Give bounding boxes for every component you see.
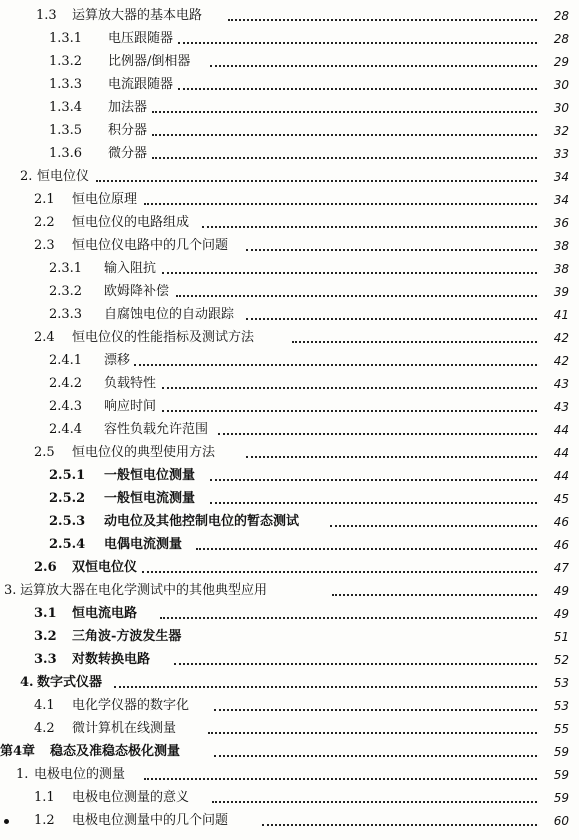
entry-number: 1.3.5 [49, 123, 83, 138]
toc-entry [0, 557, 579, 579]
toc-entry [0, 649, 579, 671]
page-number: 49 [553, 584, 569, 598]
toc-entry [0, 304, 579, 326]
entry-title: 电偶电流测量 [104, 537, 183, 552]
dot-leader [330, 525, 537, 527]
dot-leader [178, 42, 537, 44]
toc-entry [0, 626, 579, 648]
dot-leader [246, 249, 537, 251]
entry-title: 加法器 [108, 100, 148, 115]
dot-leader [214, 755, 537, 757]
entry-title: 恒电位仪电路中的几个问题 [72, 238, 229, 253]
entry-title: 比例器/倒相器 [108, 54, 191, 69]
entry-number: 2.5.1 [49, 468, 86, 483]
entry-title: 输入阻抗 [104, 261, 157, 276]
page-number: 44 [553, 423, 569, 437]
page-number: 59 [553, 768, 569, 782]
page-number: 28 [553, 32, 569, 46]
toc-entry [0, 741, 579, 763]
entry-number: 1.3.4 [49, 100, 83, 115]
entry-number: 2.3.1 [49, 261, 83, 276]
toc-entry [0, 419, 579, 441]
toc-entry [0, 350, 579, 372]
page-number: 43 [553, 400, 569, 414]
entry-number: 2.1 [34, 192, 55, 207]
entry-number: 2.5.2 [49, 491, 86, 506]
entry-number: 1.3.6 [49, 146, 83, 161]
entry-title: 电流跟随器 [108, 77, 174, 92]
page-number: 39 [553, 285, 569, 299]
entry-number: 2.3.2 [49, 284, 83, 299]
toc-entry [0, 166, 579, 188]
entry-number: 2.5.4 [49, 537, 86, 552]
entry-number: 2.4.2 [49, 376, 83, 391]
page-number: 53 [553, 676, 569, 690]
dot-leader [246, 318, 537, 320]
entry-number: 4.1 [34, 698, 55, 713]
page-number: 49 [553, 607, 569, 621]
page-number: 34 [553, 193, 569, 207]
page-number: 59 [553, 791, 569, 805]
page-number: 42 [553, 331, 569, 345]
dot-leader [246, 456, 537, 458]
entry-title: 恒电位仪 [37, 169, 90, 184]
toc-entry [0, 672, 579, 694]
page-number: 43 [553, 377, 569, 391]
dot-leader [208, 732, 537, 734]
dot-leader [332, 594, 537, 596]
entry-number: 2.4.3 [49, 399, 83, 414]
entry-title: 一般恒电流测量 [104, 491, 196, 506]
page-number: 34 [553, 170, 569, 184]
dot-leader [96, 180, 537, 182]
entry-title: 电压跟随器 [108, 31, 174, 46]
margin-dot [4, 819, 9, 824]
toc-entry [0, 718, 579, 740]
toc-entry [0, 189, 579, 211]
page-number: 44 [553, 446, 569, 460]
page-number: 53 [553, 699, 569, 713]
entry-number: 1.3 [36, 8, 57, 23]
dot-leader [162, 410, 537, 412]
toc-entry [0, 28, 579, 50]
entry-title: 电极电位测量中的几个问题 [72, 813, 229, 828]
entry-title: 微计算机在线测量 [72, 721, 177, 736]
page-number: 60 [553, 814, 569, 828]
dot-leader [114, 686, 537, 688]
dot-leader [144, 778, 537, 780]
toc-entry [0, 97, 579, 119]
entry-title: 漂移 [104, 353, 131, 368]
dot-leader [142, 571, 537, 573]
dot-leader [202, 226, 537, 228]
dot-leader [178, 88, 537, 90]
entry-number: 1.3.1 [49, 31, 83, 46]
dot-leader [174, 663, 537, 665]
entry-title: 自腐蚀电位的自动跟踪 [104, 307, 235, 322]
page-number: 36 [553, 216, 569, 230]
toc-entry [0, 442, 579, 464]
entry-title: 欧姆降补偿 [104, 284, 170, 299]
dot-leader [152, 111, 537, 113]
entry-number: 1. [16, 767, 29, 782]
entry-number: 4. [20, 675, 34, 690]
entry-title: 恒电流电路 [72, 606, 138, 621]
dot-leader [144, 203, 537, 205]
page-number: 32 [553, 124, 569, 138]
entry-title: 运算放大器在电化学测试中的其他典型应用 [20, 583, 268, 598]
toc-entry [0, 373, 579, 395]
entry-title: 对数转换电路 [72, 652, 151, 667]
entry-number: 2.5 [34, 445, 55, 460]
entry-number: 3.2 [34, 629, 57, 644]
page-number: 45 [553, 492, 569, 506]
dot-leader [196, 548, 537, 550]
toc-entry [0, 327, 579, 349]
entry-title: 积分器 [108, 123, 148, 138]
toc-entry [0, 465, 579, 487]
page-number: 30 [553, 101, 569, 115]
entry-title: 恒电位原理 [72, 192, 138, 207]
toc-entry [0, 603, 579, 625]
entry-title: 电化学仪器的数字化 [72, 698, 190, 713]
page-number: 52 [553, 653, 569, 667]
toc-entry [0, 143, 579, 165]
toc-entry [0, 534, 579, 556]
dot-leader [210, 502, 537, 504]
entry-title: 数字式仪器 [37, 675, 103, 690]
page-number: 46 [553, 515, 569, 529]
entry-number: 2.4.4 [49, 422, 83, 437]
entry-title: 电极电位测量的意义 [72, 790, 190, 805]
entry-title: 一般恒电位测量 [104, 468, 196, 483]
entry-number: 3.3 [34, 652, 57, 667]
toc-entry [0, 235, 579, 257]
page-number: 41 [553, 308, 569, 322]
entry-number: 4.2 [34, 721, 55, 736]
toc-entry [0, 764, 579, 786]
dot-leader [210, 65, 537, 67]
dot-leader [160, 617, 537, 619]
toc-entry [0, 396, 579, 418]
toc-entry [0, 511, 579, 533]
entry-number: 1.3.2 [49, 54, 83, 69]
page-number: 51 [553, 630, 569, 644]
dot-leader [218, 433, 537, 435]
page-number: 38 [553, 239, 569, 253]
toc-entry [0, 5, 579, 27]
toc-entry [0, 695, 579, 717]
page-number: 55 [553, 722, 569, 736]
entry-title: 三角波-方波发生器 [72, 629, 182, 644]
entry-title: 恒电位仪的电路组成 [72, 215, 190, 230]
entry-number: 1.2 [34, 813, 55, 828]
entry-number: 2.2 [34, 215, 55, 230]
dot-leader [162, 387, 537, 389]
toc-entry [0, 810, 579, 832]
entry-number: 2.3 [34, 238, 55, 253]
dot-leader [134, 364, 537, 366]
entry-number: 2.4.1 [49, 353, 83, 368]
dot-leader [176, 295, 537, 297]
toc-entry [0, 580, 579, 602]
entry-number: 3.1 [34, 606, 57, 621]
entry-number: 2. [20, 169, 33, 184]
page-number: 47 [553, 561, 569, 575]
page-number: 59 [553, 745, 569, 759]
toc-entry [0, 258, 579, 280]
entry-number: 2.3.3 [49, 307, 83, 322]
dot-leader [162, 272, 537, 274]
entry-number: 1.3.3 [49, 77, 83, 92]
page-number: 46 [553, 538, 569, 552]
dot-leader [212, 801, 537, 803]
toc-entry [0, 212, 579, 234]
dot-leader [210, 479, 537, 481]
entry-number: 1.1 [34, 790, 55, 805]
dot-leader [262, 824, 537, 826]
entry-title: 微分器 [108, 146, 148, 161]
entry-title: 响应时间 [104, 399, 157, 414]
page-number: 33 [553, 147, 569, 161]
toc-entry [0, 74, 579, 96]
entry-title: 负载特性 [104, 376, 157, 391]
dot-leader [292, 341, 537, 343]
toc-entry [0, 120, 579, 142]
entry-number: 第4章 [0, 744, 36, 759]
entry-title: 双恒电位仪 [72, 560, 138, 575]
entry-title: 动电位及其他控制电位的暂态测试 [104, 514, 300, 529]
entry-number: 2.5.3 [49, 514, 86, 529]
entry-number: 2.6 [34, 560, 57, 575]
dot-leader [152, 134, 537, 136]
entry-title: 恒电位仪的典型使用方法 [72, 445, 216, 460]
toc-entry [0, 787, 579, 809]
entry-title: 运算放大器的基本电路 [72, 8, 203, 23]
page-number: 44 [553, 469, 569, 483]
dot-leader [214, 709, 537, 711]
page-number: 29 [553, 55, 569, 69]
entry-title: 容性负载允许范围 [104, 422, 209, 437]
entry-title: 电极电位的测量 [34, 767, 126, 782]
entry-title: 恒电位仪的性能指标及测试方法 [72, 330, 255, 345]
entry-number: 3. [4, 583, 17, 598]
page-number: 28 [553, 9, 569, 23]
page-number: 30 [553, 78, 569, 92]
page-number: 38 [553, 262, 569, 276]
dot-leader [152, 157, 537, 159]
entry-title: 稳态及准稳态极化测量 [50, 744, 181, 759]
toc-entry [0, 488, 579, 510]
page-number: 42 [553, 354, 569, 368]
toc-entry [0, 51, 579, 73]
entry-number: 2.4 [34, 330, 55, 345]
dot-leader [228, 19, 537, 21]
toc-entry [0, 281, 579, 303]
